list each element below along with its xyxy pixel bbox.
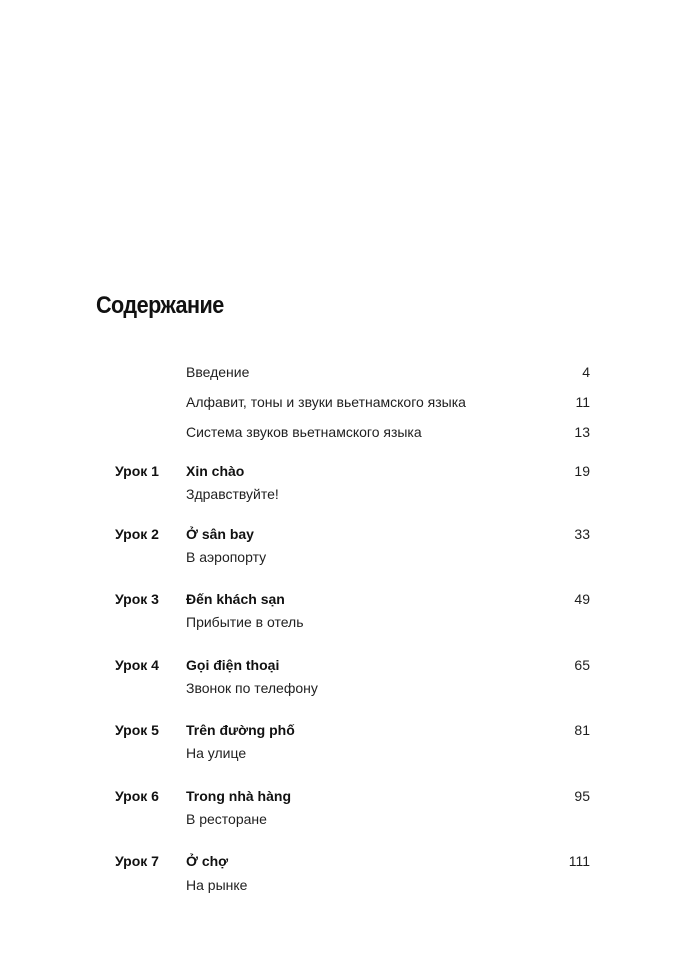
lesson-title: Ở sân bay <box>186 526 254 542</box>
toc-page-number: 81 <box>574 722 590 738</box>
lesson-label: Урок 7 <box>115 853 159 869</box>
lesson-title: Trên đường phố <box>186 722 295 738</box>
lesson-title: Gọi điện thoại <box>186 657 280 673</box>
toc-page-number: 95 <box>574 788 590 804</box>
lesson-label: Урок 5 <box>115 722 159 738</box>
toc-page-number: 111 <box>568 853 590 869</box>
toc-lesson-1-subtitle-row <box>0 484 681 504</box>
toc-page-number: 65 <box>574 657 590 673</box>
lesson-title: Trong nhà hàng <box>186 788 291 804</box>
lesson-title: Ở chợ <box>186 853 229 869</box>
toc-entry-alphabet <box>0 392 681 412</box>
lesson-label: Урок 4 <box>115 657 159 673</box>
toc-page-number: 4 <box>582 364 590 380</box>
toc-lesson-7-subtitle-row <box>0 875 681 895</box>
lesson-title: Đến khách sạn <box>186 591 285 607</box>
toc-lesson-2 <box>0 524 681 544</box>
toc-lesson-4 <box>0 655 681 675</box>
lesson-subtitle: В ресторане <box>186 811 267 827</box>
toc-lesson-3 <box>0 589 681 609</box>
toc-lesson-6 <box>0 786 681 806</box>
lesson-subtitle: В аэропорту <box>186 549 267 565</box>
toc-entry-introduction <box>0 362 681 382</box>
lesson-subtitle: На улице <box>186 745 247 761</box>
toc-lesson-2-subtitle-row <box>0 547 681 567</box>
lesson-subtitle: Прибытие в отель <box>186 614 304 630</box>
toc-page-number: 11 <box>575 394 590 410</box>
lesson-label: Урок 2 <box>115 526 159 542</box>
toc-lesson-3-subtitle-row <box>0 612 681 632</box>
lesson-subtitle: На рынке <box>186 877 248 893</box>
lesson-label: Урок 1 <box>115 463 159 479</box>
toc-lesson-5-subtitle-row <box>0 743 681 763</box>
lesson-label: Урок 3 <box>115 591 159 607</box>
toc-lesson-1 <box>0 461 681 481</box>
toc-entry-text: Введение <box>186 364 250 380</box>
toc-page-number: 13 <box>574 424 590 440</box>
toc-page-number: 33 <box>574 526 590 542</box>
toc-page-number: 49 <box>574 591 590 607</box>
lesson-subtitle: Здравствуйте! <box>186 486 279 502</box>
toc-lesson-5 <box>0 720 681 740</box>
toc-entry-sound-system <box>0 422 681 442</box>
page-title: Содержание <box>96 292 224 319</box>
toc-entry-text: Система звуков вьетнамского языка <box>186 424 422 440</box>
toc-lesson-4-subtitle-row <box>0 678 681 698</box>
toc-page-number: 19 <box>574 463 590 479</box>
lesson-label: Урок 6 <box>115 788 159 804</box>
lesson-subtitle: Звонок по телефону <box>186 680 318 696</box>
toc-lesson-6-subtitle-row <box>0 809 681 829</box>
toc-lesson-7 <box>0 851 681 871</box>
lesson-title: Xin chào <box>186 463 245 479</box>
toc-entry-text: Алфавит, тоны и звуки вьетнамского языка <box>186 394 466 410</box>
